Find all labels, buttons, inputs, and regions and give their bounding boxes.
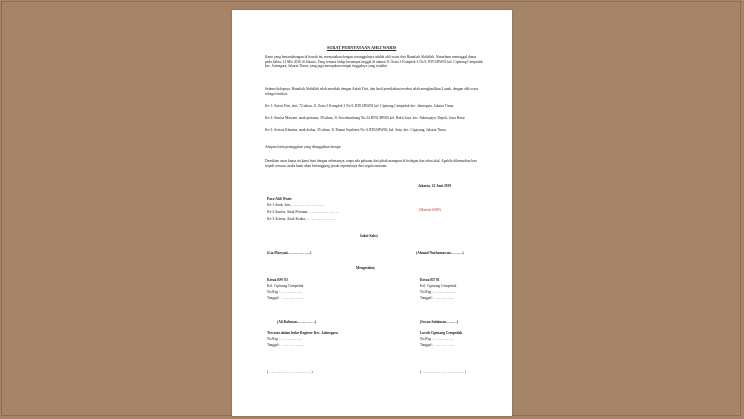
rw-kelurahan: Kel. Cipinang Cempedak xyxy=(267,284,304,288)
rt-signature-name: (Irwan Sulaiman………) xyxy=(420,320,459,324)
document-title: SURAT PERNYATAAN AHLI WARIS xyxy=(327,45,397,50)
witnesses-heading: Saksi-Saksi xyxy=(360,234,378,238)
rt-kelurahan: Kel. Cipinang Cempedak xyxy=(420,284,457,288)
signature-right: (………………………………) xyxy=(420,370,466,374)
signer-line-3: Ke-3 Ariesta, Anak Kedua,……………………. xyxy=(267,217,336,221)
heir-entry-2: Ke-2: Annisa Maryani, anak pertama, 39 tahun, Jl. Sosrokumbang No.34 RT01/RW06 kel. Bakti Jaya, kec. Sukmajaya, Depok, Jawa Barat xyxy=(265,116,465,120)
rt-title: Ketua RT 01 xyxy=(420,278,440,282)
lurah-tanggal: Tanggal : …………….. xyxy=(420,343,455,347)
lurah-title: Lurah Cipinang Cempedak xyxy=(420,331,463,335)
lurah-noreg: No.Reg : …………….. xyxy=(420,337,454,341)
witness-right: (Ahmad Nurhamawan……….) xyxy=(416,251,464,255)
estate-paragraph: Adapun harta peninggalan yang ditinggalkan berupa: xyxy=(265,145,342,149)
register-tanggal: Tanggal : ………………. xyxy=(267,343,304,347)
date-place: Jakarta, 22 Juni 2019 xyxy=(418,184,452,188)
document-page xyxy=(232,10,512,416)
rw-title: Ketua RW 03 xyxy=(267,278,288,282)
register-noreg: No.Reg : ……………… xyxy=(267,337,303,341)
signer-line-1: Ke-1 Anak, Istri,………………………. xyxy=(267,203,325,207)
heir-entry-3: Ke-3: Ariesta Khaniza, anak kedua, 35 tahun, Jl. Damai Sejahtera No. 6 RT02/RW06, kel. Sutu, kec. Cipayung, Jakarta Timur xyxy=(265,128,447,132)
rt-noreg: No.Reg : ………………. xyxy=(420,290,457,294)
closing-paragraph: Demikian surat kuasa ini kami buat dengan sebenarnya, tanpa ada paksaan dari pihak manapun di bedagan dan sehat akal. Apabila dikemudian hari terjadi sesuatu, maka kami akan bertanggung jawab sepenuhnya dari segala tuntutan. xyxy=(265,159,477,168)
register-title: Tercatat dalam buku Register Kec. Jatinegara xyxy=(267,331,338,335)
heir-entry-1: Ke-1: Aniati Fitri, istri, 72 tahun, Jl. Orata 3 Komplek 3 No.9, RT01/RW03 kel. Cipinang Cempedak kec. Jatinegara, Jakarta Timur xyxy=(265,104,454,108)
witness-left: (Lia Maryani……………….) xyxy=(267,251,312,255)
signature-left: (………………………………) xyxy=(267,370,313,374)
marriage-paragraph: Selama hidupnya, Hanafiah Abdullah telah menikah dengan Aniati Fitri, dan hasil pernikahan tersebut telah menghasilkan 2 anak, dengan ahli waris sebagai berikut: xyxy=(265,87,479,96)
heirs-heading: Para Ahli Waris xyxy=(267,197,292,201)
acknowledged-heading: Mengetahui, xyxy=(356,266,376,270)
signer-line-2: Ke-2 Annisa, Anak Pertama,…………………….. xyxy=(267,210,339,214)
rw-tanggal: Tanggal : ………………. xyxy=(267,296,304,300)
intro-paragraph: Kami yang bertandatangan di bawah ini, menyatakan dengan sesungguhnya adalah ahli waris dari Hanafiah Abdullah. Almarhum meninggal dunia pada Sabtu, 21 Mei 2016 di Jakarta. Yang semasa hidup bertempat tinggal di alamat Jl. Orata 3 Komplek 3 No.9, RT01/RW03 kel. Cipinang Cempedak kec. Jatinegara, Jakarta Timur, yang juga merupakan tempat tinggalnya yang terakhir xyxy=(265,55,483,69)
rw-signature-name: (Ali Rahman……………) xyxy=(277,320,317,324)
rt-tanggal: Tanggal : …………….. xyxy=(420,296,455,300)
rw-noreg: No.Reg : ……………… xyxy=(267,290,303,294)
meterai-note: (Materai 6000) xyxy=(419,208,441,212)
